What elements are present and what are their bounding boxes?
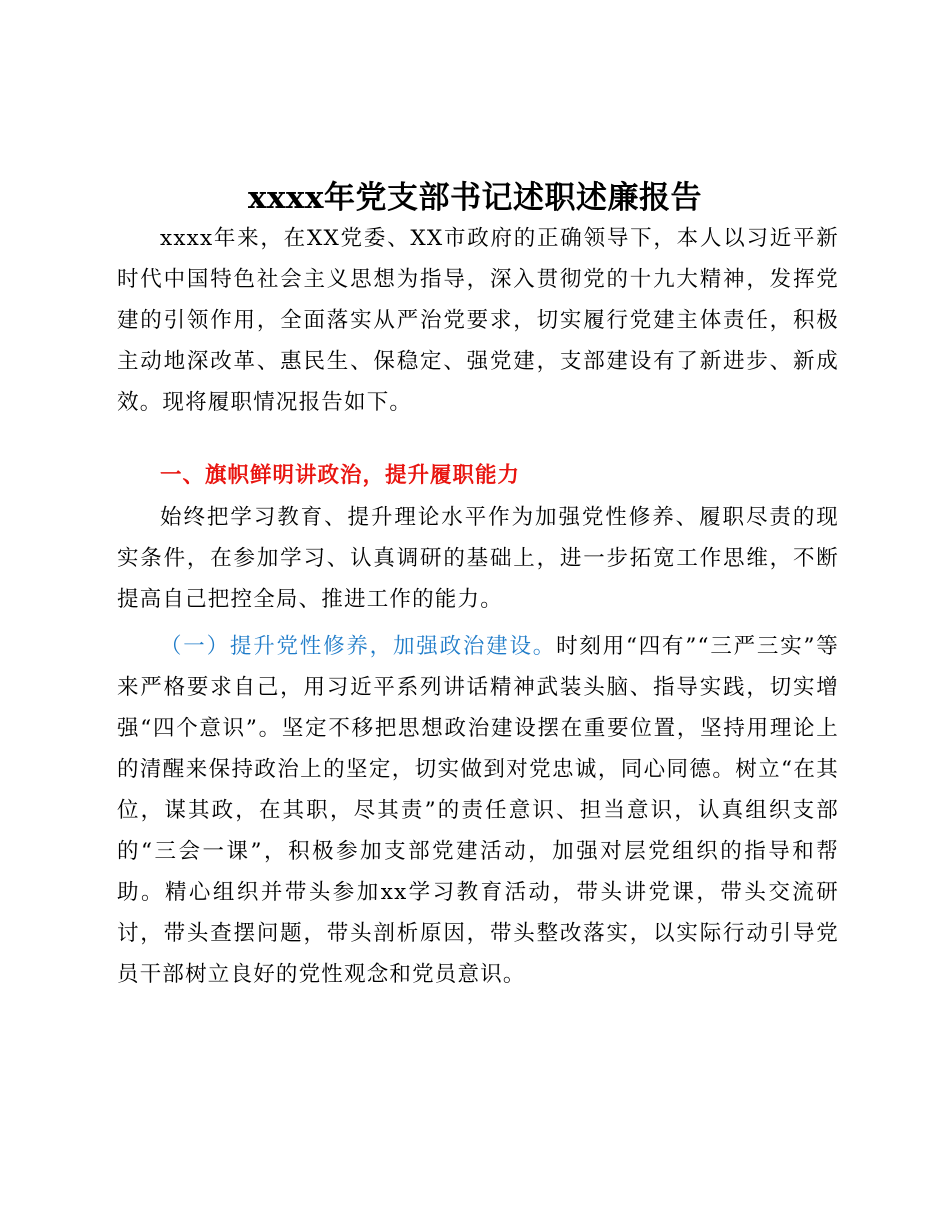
document-title: xxxx年党支部书记述职述廉报告 [248, 180, 702, 216]
section-paragraph: 始终把学习教育、提升理论水平作为加强党性修养、履职尽责的现实条件，在参加学习、认真调研的基础上，进一步拓宽工作思维，不断提高自己把控全局、推进工作的能力。 [117, 505, 839, 612]
subsection-paragraph [117, 626, 839, 995]
subsection-text: 时刻用“四有”“三严三实”等来严格要求自己，用习近平系列讲话精神武装头脑、指导实践，切实增强“四个意识”。坚定不移把思想政治建设摆在重要位置，坚持用理论上的清醒来保持政治上的坚定，切实做到对党忠诚，同心同德。树立“在其位，谋其政，在其职，尽其责”的责任意识、担当意识，认真组织支部的“三会一课”，积极参加支部党建活动，加强对层党组织的指导和帮助。精心组织并带头参加xx学习教育活动，带头讲党课，带头交流研讨，带头查摆问题，带头剖析原因，带头整改落实，以实际行动引导党员干部树立良好的党性观念和党员意识。 [117, 634, 839, 987]
section-heading: 一、旗帜鲜明讲政治，提升履职能力 [160, 463, 521, 488]
intro-paragraph: xxxx年来，在XX党委、XX市政府的正确领导下，本人以习近平新时代中国特色社会主义思想为指导，深入贯彻党的十九大精神，发挥党建的引领作用，全面落实从严治党要求，切实履行党建主体责任，积极主动地深改革、惠民生、保稳定、强党建，支部建设有了新进步、新成效。现将履职情况报告如下。 [117, 226, 839, 415]
subsection-heading: （一）提升党性修养，加强政治建设。 [160, 634, 557, 659]
